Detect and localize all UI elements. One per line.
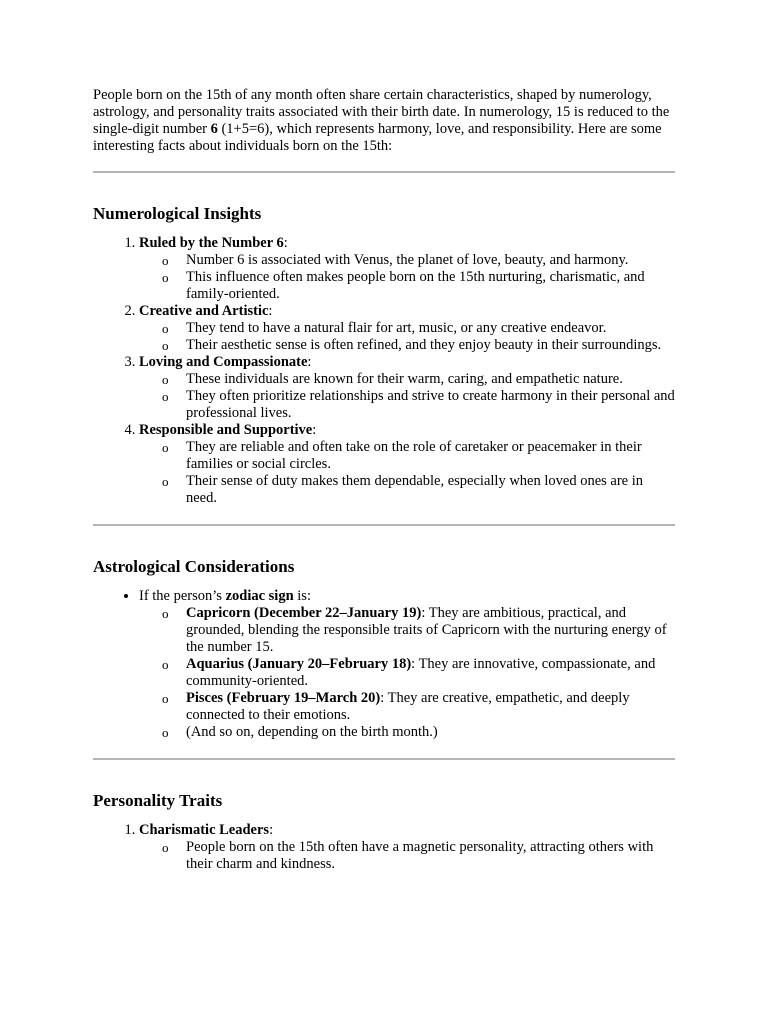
sub-list-item xyxy=(186,724,675,741)
document-page xyxy=(93,87,675,873)
intro-text-2: (1+5=6), which represents harmony, love, and responsibility. Here are some interesting facts about individuals born on the 15th: xyxy=(93,121,662,154)
sub-list-item: o Number 6 is associated with Venus, the planet of love, beauty, and harmony. xyxy=(186,252,675,269)
item-suffix: : xyxy=(269,822,274,838)
sub-list-item xyxy=(186,605,675,656)
sub-list-item: o They often prioritize relationships and strive to create harmony in their personal and professional lives. xyxy=(186,388,675,422)
item-suffix: : xyxy=(312,422,317,438)
personality-list xyxy=(93,822,675,873)
section-divider xyxy=(93,758,675,760)
list-item xyxy=(139,422,675,507)
bullet-prefix: If the person’s xyxy=(139,588,226,604)
item-title: Charismatic Leaders xyxy=(139,822,270,838)
sub-list xyxy=(139,252,675,303)
list-item xyxy=(139,354,675,422)
item-suffix: : xyxy=(283,235,288,251)
personality-heading: Personality Traits xyxy=(93,791,223,810)
sub-list-item: o This influence often makes people born on the 15th nurturing, charismatic, and family-oriented. xyxy=(186,269,675,303)
item-suffix: : xyxy=(307,354,312,370)
item-title: Ruled by the Number 6 xyxy=(139,235,284,251)
sub-list xyxy=(139,605,675,741)
list-item xyxy=(139,303,675,354)
zodiac-description: (And so on, depending on the birth month.) xyxy=(186,724,438,740)
astrology-list xyxy=(93,588,675,741)
section-divider xyxy=(93,524,675,526)
intro-paragraph xyxy=(93,87,675,155)
zodiac-name: Pisces (February 19–March 20) xyxy=(186,690,381,706)
bullet-suffix: is: xyxy=(293,588,311,604)
sub-list-item: o They tend to have a natural flair for art, music, or any creative endeavor. xyxy=(186,320,675,337)
sub-list xyxy=(139,371,675,422)
astrology-heading: Astrological Considerations xyxy=(93,557,295,576)
list-item xyxy=(139,588,675,741)
zodiac-name: Aquarius (January 20–February 18) xyxy=(186,656,412,672)
sub-list xyxy=(139,320,675,354)
zodiac-name: Capricorn (December 22–January 19) xyxy=(186,605,422,621)
intro-text-1: People born on the 15th of any month often share certain characteristics, shaped by numerology, astrology, and personality traits associated with their birth date. In numerology, 15 is reduced to the single-digit number xyxy=(93,87,670,137)
list-item xyxy=(139,235,675,303)
item-title: Creative and Artistic xyxy=(139,303,269,319)
section-divider xyxy=(93,171,675,173)
zodiac-description: : They are creative, empathetic, and deeply connected to their emotions. xyxy=(186,690,630,723)
sub-list xyxy=(139,439,675,507)
sub-list-item: o These individuals are known for their warm, caring, and empathetic nature. xyxy=(186,371,675,388)
zodiac-description: : They are ambitious, practical, and grounded, blending the responsible traits of Capricorn with the nurturing energy of the number 15. xyxy=(186,605,667,655)
numerology-list xyxy=(93,235,675,507)
item-title: Loving and Compassionate xyxy=(139,354,308,370)
item-title: Responsible and Supportive xyxy=(139,422,313,438)
bullet-bold: zodiac sign xyxy=(225,588,294,604)
list-item xyxy=(139,822,675,873)
sub-list-item: o People born on the 15th often have a magnetic personality, attracting others with their charm and kindness. xyxy=(186,839,675,873)
sub-list xyxy=(139,839,675,873)
zodiac-description: : They are innovative, compassionate, and community-oriented. xyxy=(186,656,656,689)
item-suffix: : xyxy=(268,303,273,319)
numerology-heading: Numerological Insights xyxy=(93,204,262,223)
sub-list-item xyxy=(186,690,675,724)
intro-bold-number: 6 xyxy=(210,121,218,137)
sub-list-item: o Their sense of duty makes them dependable, especially when loved ones are in need. xyxy=(186,473,675,507)
sub-list-item: o They are reliable and often take on the role of caretaker or peacemaker in their families or social circles. xyxy=(186,439,675,473)
sub-list-item xyxy=(186,656,675,690)
sub-list-item: o Their aesthetic sense is often refined, and they enjoy beauty in their surroundings. xyxy=(186,337,675,354)
